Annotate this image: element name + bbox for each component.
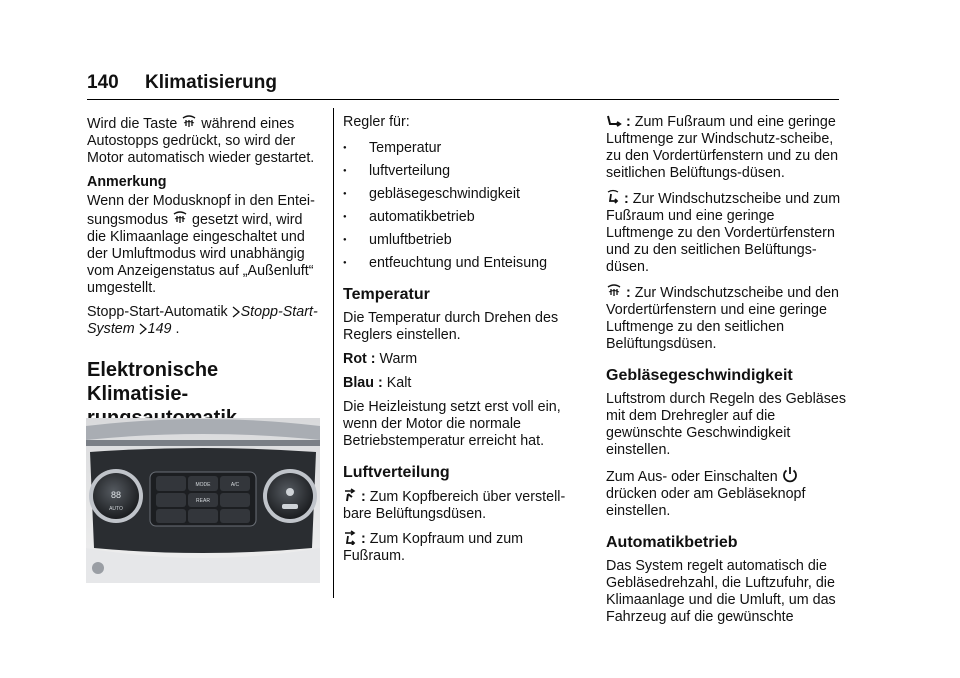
note-heading: Anmerkung — [87, 174, 167, 190]
temperature-heading: Temperatur — [343, 286, 430, 303]
bullet-dot: ● — [343, 145, 347, 151]
column-2 — [343, 114, 579, 572]
bullet-dot: ● — [343, 260, 347, 266]
mode-defrost-floor: : Zur Windschutzscheibe und zum Fußraum und eine geringe Luftmenge zu den Vordertürfenstern und zu den seitlichen Belüftungs-düsen. — [606, 191, 841, 275]
column-1 — [87, 114, 323, 448]
mode-defrost: : Zur Windschutzscheibe und den Vordertürfenstern und eine geringe Luftmenge zu den seitlichen Belüftungsdüsen. — [606, 285, 839, 352]
auto-label: AUTO — [109, 506, 123, 512]
defrost-icon — [172, 210, 188, 226]
page-number: 140 — [87, 72, 119, 93]
mode-bi-level: : Zum Kopfraum und zum Fußraum. — [343, 531, 524, 564]
defog-mode-icon — [606, 189, 620, 205]
right-fan-knob — [263, 469, 317, 523]
paragraph-stop-button: Wird die Taste während eines Autostopps gedrückt, so wird der Motor automatisch wieder gestartet. — [87, 116, 315, 166]
floor-mode-icon — [606, 114, 622, 128]
left-temperature-knob — [89, 469, 143, 523]
reference-arrow-icon — [232, 306, 241, 318]
header-rule — [87, 99, 839, 100]
climate-control-photo — [86, 418, 320, 583]
reference-page[interactable]: 149 — [147, 321, 172, 337]
reference-arrow-icon — [139, 323, 148, 335]
list-item: ● automatikbetrieb — [343, 209, 475, 225]
temperature-display: 88 — [110, 490, 122, 500]
mode-floor: : Zum Fußraum und eine geringe Luftmenge zur Windschutz-scheibe, zu den Vordertürfenstern und zu den seitlichen Belüftungs-düsen. — [606, 114, 839, 181]
bullet-dot: ● — [343, 168, 347, 174]
page-header — [87, 72, 277, 94]
blue-setting: Blau : Kalt — [343, 375, 412, 391]
bullet-dot: ● — [343, 214, 347, 220]
bi-level-mode-icon — [343, 530, 357, 545]
list-item: ● Temperatur — [343, 140, 442, 156]
power-text: Zum Aus- oder Einschalten drücken oder am Gebläseknopf einstellen. — [606, 466, 846, 520]
auto-mode-heading: Automatikbetrieb — [606, 534, 738, 551]
auto-mode-text: Das System regelt automatisch die Gebläsedrehzahl, die Luftzufuhr, die Klimaanlage und die Umluft, um das Fahrzeug auf die gewünschte — [606, 558, 836, 625]
list-item: ● entfeuchtung und Enteisung — [343, 255, 548, 271]
controls-intro: Regler für: — [343, 114, 410, 130]
ac-button-label: A/C — [230, 482, 240, 488]
reference-link[interactable]: Stopp-Start-System — [87, 304, 318, 337]
bullet-dot: ● — [343, 237, 347, 243]
note-text: Wenn der Modusknopf in den Entei-sungsmodus gesetzt wird, wird die Klimaanlage eingeschaltet und der Umluftmodus wird unabhängig vom Anzeigenstatus auf „Außenluft“ umgestellt. — [87, 193, 315, 296]
list-item: ● umluftbetrieb — [343, 232, 452, 248]
center-button-cluster — [150, 472, 256, 526]
power-icon — [782, 466, 798, 483]
section-title: Elektronische Klimatisie- — [87, 359, 219, 405]
column-3 — [606, 114, 846, 633]
mode-button-label: MODE — [195, 482, 211, 488]
red-setting: Rot : Warm — [343, 351, 418, 367]
cross-reference: Stopp-Start-Automatik Stopp-Start-System 149 . — [87, 304, 318, 337]
bullet-dot: ● — [343, 191, 347, 197]
rear-button-label: REAR — [196, 498, 210, 504]
mode-head-vents: : Zum Kopfbereich über verstell-bare Belüftungsdüsen. — [343, 489, 566, 522]
temperature-text: Die Temperatur durch Drehen des Reglers einstellen. — [343, 310, 559, 343]
air-distribution-heading: Luftverteilung — [343, 464, 450, 481]
list-item: ● luftverteilung — [343, 163, 451, 179]
column-divider — [333, 108, 334, 598]
vent-mode-icon — [343, 488, 357, 503]
defrost-icon — [606, 283, 622, 299]
controls-list — [343, 140, 579, 272]
fan-speed-heading: Gebläsegeschwindigkeit — [606, 367, 793, 384]
heating-text: Die Heizleistung setzt erst voll ein, wenn der Motor die normale Betriebstemperatur erreicht hat. — [343, 399, 561, 449]
page-title: Klimatisierung — [145, 72, 277, 93]
defrost-icon — [181, 114, 197, 130]
list-item: ● gebläsegeschwindigkeit — [343, 186, 521, 202]
fan-speed-text: Luftstrom durch Regeln des Gebläses mit dem Drehregler auf die gewünschte Geschwindigkeit einstellen. — [606, 391, 846, 458]
